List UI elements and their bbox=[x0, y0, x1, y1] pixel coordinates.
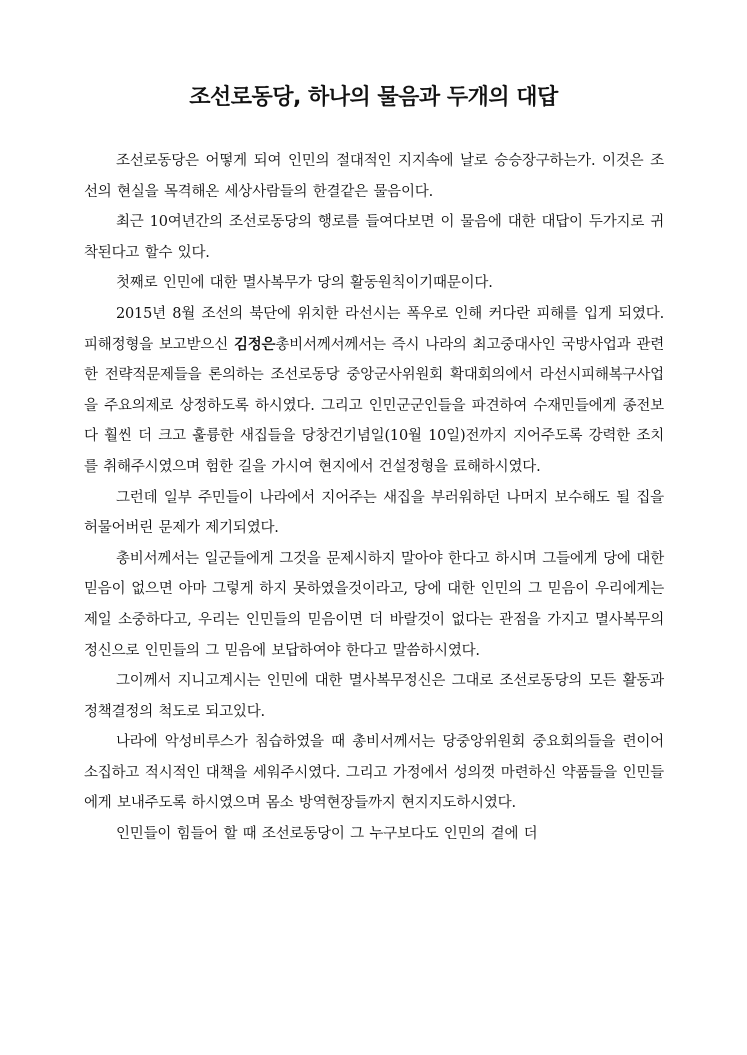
paragraph-9: 인민들이 힘들어 할 때 조선로동당이 그 누구보다도 인민의 곁에 더 bbox=[116, 826, 538, 843]
article-body bbox=[84, 146, 664, 850]
paragraph-4-lead: 2015년 8월 조선의 북단에 위치한 라선시는 폭우로 인해 커다란 피해를 입게 되였다. 피해정형을 보고받으신 bbox=[84, 305, 664, 353]
paragraph-3: 첫째로 인민에 대한 멸사복무가 당의 활동원칙이기때문이다. bbox=[116, 275, 493, 292]
paragraph-1: 조선로동당은 어떻게 되여 인민의 절대적인 지지속에 날로 승승장구하는가. 이것은 조선의 현실을 목격해온 세상사람들의 한결같은 물음이다. bbox=[84, 153, 664, 200]
article-title: 조선로동당, 하나의 물음과 두개의 대답 bbox=[189, 85, 558, 110]
leader-name: 김정은 bbox=[233, 336, 276, 353]
paragraph-2: 최근 10여년간의 조선로동당의 행로를 들여다보면 이 물음에 대한 대답이 두가지로 귀착된다고 할수 있다. bbox=[84, 214, 664, 261]
paragraph-5: 그런데 일부 주민들이 나라에서 지어주는 새집을 부러워하던 나머지 보수해도 될 집을 허물어버린 문제가 제기되였다. bbox=[84, 489, 664, 537]
paragraph-6: 총비서께서는 일군들에게 그것을 문제시하지 말아야 한다고 하시며 그들에게 당에 대한 믿음이 없으면 아마 그렇게 하지 못하였을것이라고, 당에 대한 인민의 그 믿음이 우리에게는 제일 소중하다고, 우리는 인민들의 믿음이면 더 바랄것이 없다는 관점을 가지고 멸사복무의 정신으로 인민들의 그 믿음에 보답하여야 한다고 말씀하시였다. bbox=[84, 550, 664, 659]
paragraph-7: 그이께서 지니고계시는 인민에 대한 멸사복무정신은 그대로 조선로동당의 모든 활동과 정책결정의 척도로 되고있다. bbox=[84, 673, 664, 720]
paragraph-8: 나라에 악성비루스가 침습하였을 때 총비서께서는 당중앙위원회 중요회의들을 련이어 소집하고 적시적인 대책을 세워주시였다. 그리고 가정에서 성의껏 마련하신 약품들을 인민들에게 보내주도록 하시였으며 몸소 방역현장들까지 현지지도하시였다. bbox=[84, 734, 664, 812]
paragraph-4 bbox=[84, 299, 664, 483]
paragraph-4-rest: 총비서께서께서는 즉시 나라의 최고중대사인 국방사업과 관련한 전략적문제들을 론의하는 조선로동당 중앙군사위원회 확대회의에서 라선시피해복구사업을 주요의제로 상정하도록 하시였다. 그리고 인민군군인들을 파견하여 수재민들에게 종전보다 훨씬 더 크고 훌륭한 새집들을 당창건기념일(10월 10일)전까지 지어주도록 강력한 조치를 취해주시였으며 험한 길을 가시여 현지에서 건설정형을 료해하시였다. bbox=[84, 336, 664, 475]
